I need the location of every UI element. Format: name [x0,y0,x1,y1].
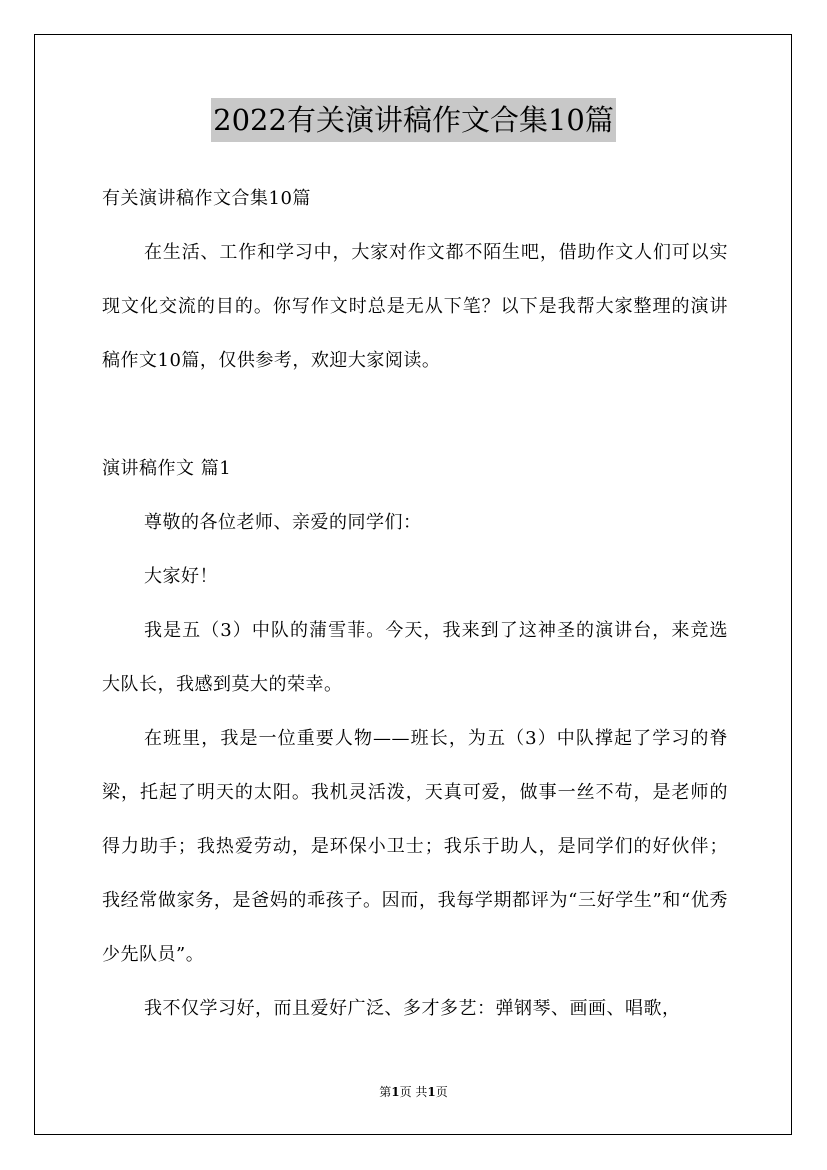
section-heading: 演讲稿作文 篇1 [102,458,232,479]
body-paragraph: 我是五（3）中队的蒲雪菲。今天，我来到了这神圣的演讲台，来竞选大队长，我感到莫大的荣幸。 [102,620,728,695]
page-total: 1 [427,1085,436,1099]
page-prefix: 第 [379,1085,392,1099]
document-title: 2022有关演讲稿作文合集10篇 [211,98,616,142]
page-mid: 页 共 [399,1085,428,1099]
page-suffix: 页 [435,1085,448,1099]
body-paragraph: 在班里，我是一位重要人物——班长，为五（3）中队撑起了学习的脊梁，托起了明天的太阳。我机灵活泼，天真可爱，做事一丝不苟，是老师的得力助手；我热爱劳动，是环保小卫士；我乐于助人，是同学们的好伙伴；我经常做家务，是爸妈的乖孩子。因而，我每学期都评为“三好学生”和“优秀少先队员”。 [102,728,728,965]
title-container [0,98,827,142]
body-paragraph: 我不仅学习好，而且爱好广泛、多才多艺：弹钢琴、画画、唱歌， [144,998,681,1019]
section-gap [102,388,728,442]
document-subtitle: 有关演讲稿作文合集10篇 [102,188,311,209]
page-footer [0,1084,827,1100]
greeting-paragraph: 大家好！ [144,566,218,587]
intro-paragraph: 在生活、工作和学习中，大家对作文都不陌生吧，借助作文人们可以实现文化交流的目的。你写作文时总是无从下笔？以下是我帮大家整理的演讲稿作文10篇，仅供参考，欢迎大家阅读。 [102,242,728,371]
page-current: 1 [391,1085,400,1099]
salutation-paragraph: 尊敬的各位老师、亲爱的同学们： [144,512,422,533]
document-body [102,172,728,1036]
